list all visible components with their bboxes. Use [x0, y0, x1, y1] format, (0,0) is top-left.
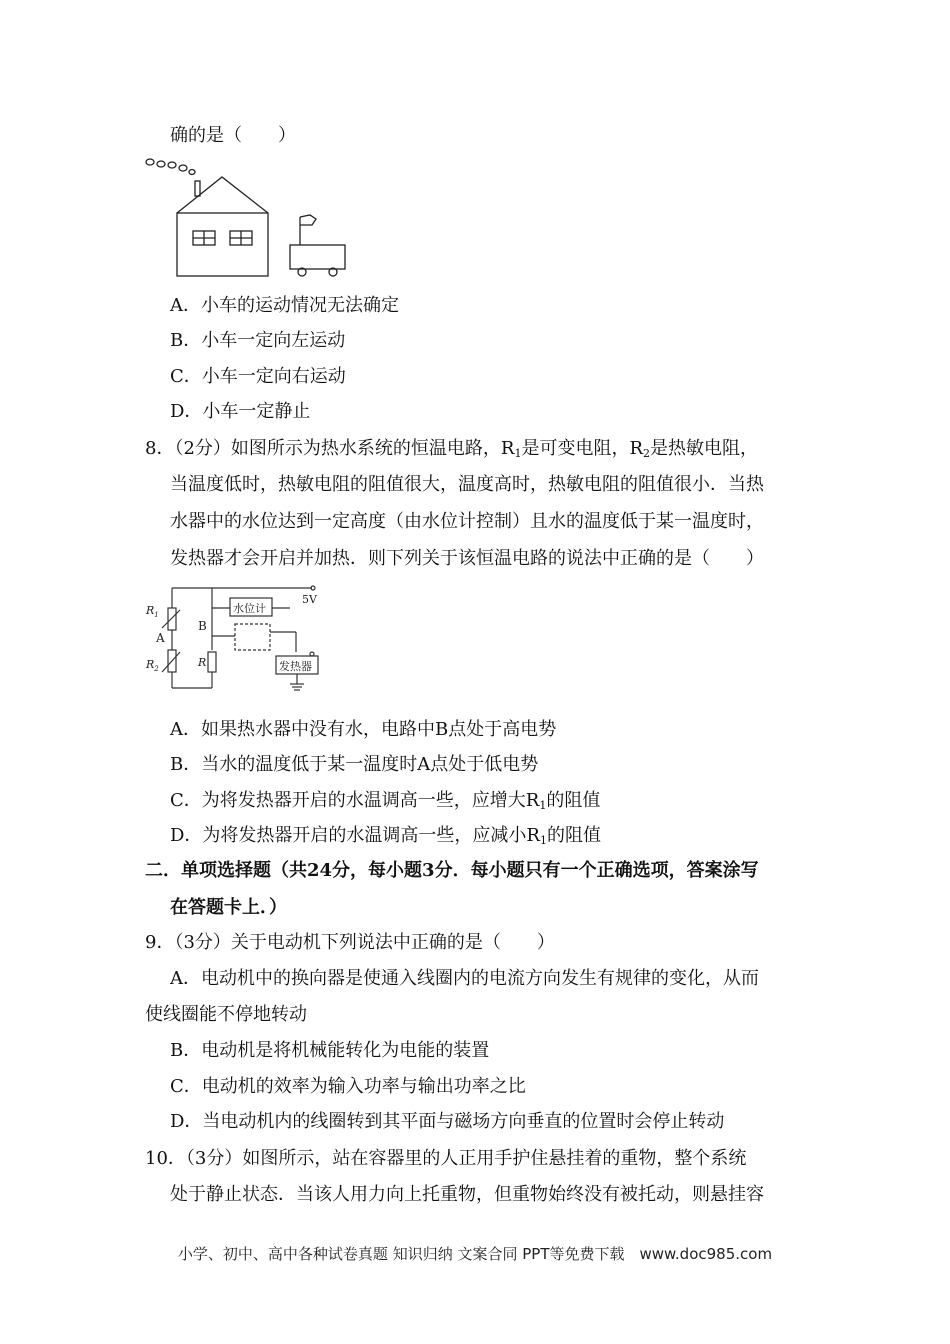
label-heater: 发热器 — [279, 660, 312, 673]
section2-heading-line1: 二．单项选择题（共24分，每小题3分．每小题只有一个正确选项，答案涂写 — [145, 860, 759, 881]
q9-option-d: D．当电动机内的线圈转到其平面与磁场方向垂直的位置时会停止转动 — [170, 1111, 725, 1132]
q9-option-b: B．电动机是将机械能转化为电能的装置 — [170, 1040, 490, 1061]
label-r2: $R_2$ — [146, 658, 159, 673]
q8-stem-line2: 当温度低时，热敏电阻的阻值很大，温度高时，热敏电阻的阻值很小．当热 — [170, 474, 764, 495]
q7-option-c: C．小车一定向右运动 — [170, 366, 346, 387]
q10-stem-line1: 10．（3分）如图所示，站在容器里的人正用手护住悬挂着的重物，整个系统 — [145, 1148, 747, 1169]
q8-option-c-pre: C．为将发热器开启的水温调高一些，应增大R — [170, 790, 540, 811]
q8-option-d-sub: 1 — [539, 834, 547, 847]
q8-l1c: 是热敏电阻， — [650, 438, 759, 459]
q9-option-a-line1: A．电动机中的换向器是使通入线圈内的电流方向发生有规律的变化，从而 — [170, 968, 759, 989]
q9-option-a-line2: 使线圈能不停地转动 — [145, 1004, 307, 1025]
label-r1: $R_1$ — [146, 604, 159, 619]
q8-option-c — [170, 789, 600, 818]
label-a: A — [156, 631, 165, 645]
page-footer: 小学、初中、高中各种试卷真题 知识归纳 文案合同 PPT等免费下载 www.doc985.com — [177, 1245, 773, 1263]
section2-heading-line2: 在答题卡上．） — [170, 897, 287, 918]
q8-stem-line3: 水器中的水位达到一定高度（由水位计控制）且水的温度低于某一温度时， — [170, 511, 764, 532]
q8-option-d — [170, 824, 601, 853]
q8-stem-line1 — [145, 437, 758, 466]
q8-option-d-post: 的阻值 — [546, 825, 601, 846]
house-cart-figure — [140, 155, 360, 280]
q9-option-c: C．电动机的效率为输入功率与输出功率之比 — [170, 1076, 526, 1097]
q8-option-c-sub: 1 — [539, 799, 547, 812]
q8-option-a: A．如果热水器中没有水，电路中B点处于高电势 — [170, 719, 557, 740]
label-r: R — [198, 656, 207, 669]
q8-option-b: B．当水的温度低于某一温度时A点处于低电势 — [170, 754, 539, 775]
q7-option-d: D．小车一定静止 — [170, 401, 311, 422]
label-5v: 5V — [302, 593, 317, 606]
q8-l1b: 是可变电阻，R — [521, 438, 644, 459]
q8-sub1: 1 — [514, 447, 522, 460]
q10-stem-line2: 处于静止状态．当该人用力向上托重物，但重物始终没有被托动，则悬挂容 — [170, 1184, 764, 1205]
label-b: B — [198, 619, 207, 633]
q8-sub2: 2 — [643, 447, 651, 460]
q8-l1a: 8．（2分）如图所示为热水系统的恒温电路，R — [145, 438, 515, 459]
q8-option-d-pre: D．为将发热器开启的水温调高一些，应减小R — [170, 825, 540, 846]
label-water-level: 水位计 — [233, 602, 266, 615]
q9-stem: 9．（3分）关于电动机下列说法中正确的是（ ） — [145, 932, 555, 953]
q7-stem-tail: 确的是（ ） — [170, 125, 296, 146]
q7-option-a: A．小车的运动情况无法确定 — [170, 295, 399, 316]
q8-option-c-post: 的阻值 — [546, 790, 601, 811]
q8-stem-line4: 发热器才会开启并加热．则下列关于该恒温电路的说法中正确的是（ ） — [170, 548, 764, 569]
q7-option-b: B．小车一定向左运动 — [170, 330, 346, 351]
circuit-diagram — [140, 580, 330, 695]
